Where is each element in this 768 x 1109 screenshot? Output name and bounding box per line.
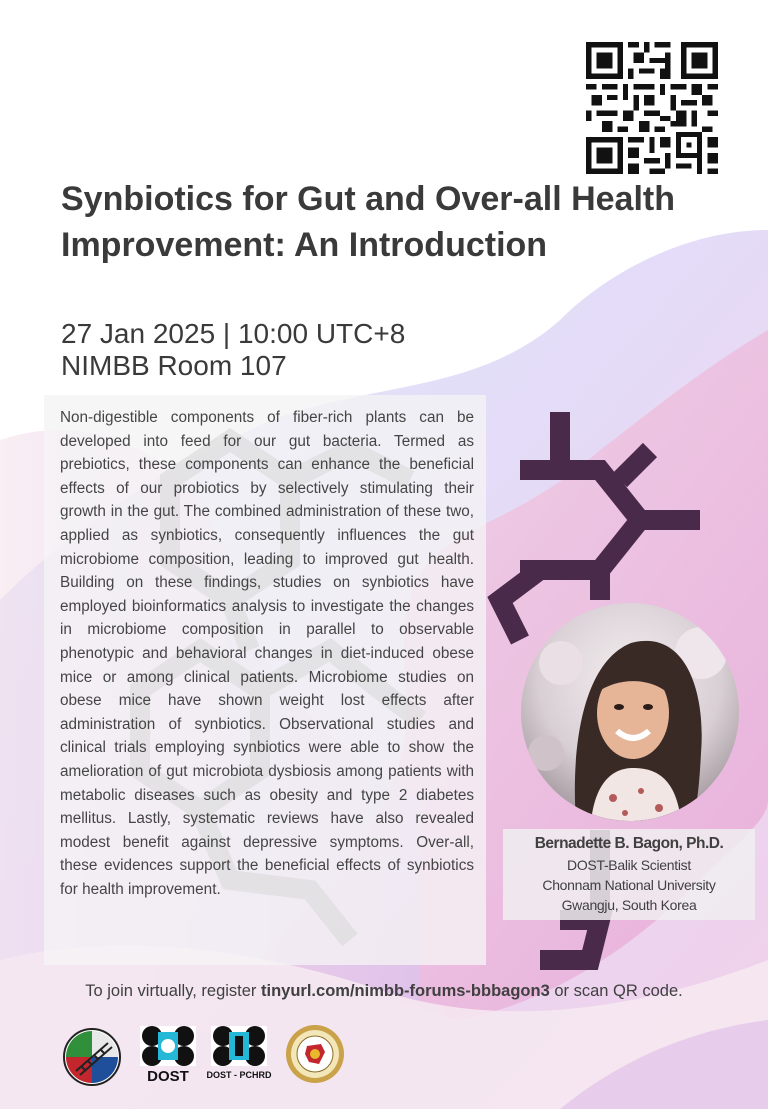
registration-link[interactable]: tinyurl.com/nimbb-forums-bbbagon3	[261, 982, 550, 1000]
speaker-card	[503, 829, 755, 920]
event-venue: NIMBB Room 107	[61, 350, 287, 381]
dost-pchrd-logo-label: DOST - PCHRD	[206, 1070, 272, 1080]
abstract-text: Non-digestible components of fiber-rich plants can be developed into feed for our gut bacteria. Termed as prebiotics, these components can enhance the beneficial effects of our probiotics by selectively stimulating their growth in the gut. The combined administration of these two, applied as synbiotics, consequently influences the gut microbiome composition, leading to improved gut health. Building on these findings, studies on synbiotics have employed bioinformatics analysis to investigate the changes in microbiome composition in parallel to observable phenotypic and behavioral changes in diet-induced obese mice or among clinical patients. Microbiome studies on obese mice have shown weight lost effects after administration of synbiotics. Observational studies and clinical trials employing synbiotics were able to show the amelioration of gut microbiota dysbiosis among patients with metabolic diseases such as obesity and type 2 diabetes mellitus. Lastly, systematic reviews have also revealed modest benefit against depressive symptoms. Over-all, these evidences support the beneficial effects of synbiotics for health improvement.	[60, 409, 474, 898]
speaker-position: DOST-Balik Scientist	[567, 857, 691, 873]
join-prefix: To join virtually, register	[85, 982, 262, 1000]
speaker-location: Gwangju, South Korea	[561, 897, 697, 913]
nimbb-logo-icon	[62, 1027, 122, 1087]
abstract-panel	[44, 395, 486, 965]
join-suffix: or scan QR code.	[549, 982, 683, 1000]
speaker-photo	[521, 603, 739, 821]
dost-pchrd-logo-icon	[211, 1026, 267, 1066]
event-title: Synbiotics for Gut and Over-all Health Improvement: An Introduction	[61, 180, 675, 264]
speaker-affiliation: Chonnam National University	[542, 877, 716, 893]
qr-code-icon[interactable]	[586, 42, 718, 174]
dost-logo-label: DOST	[147, 1068, 189, 1085]
dost-logo-icon	[140, 1026, 196, 1066]
join-instructions	[0, 982, 768, 1001]
event-datetime: 27 Jan 2025 | 10:00 UTC+8	[61, 318, 406, 349]
balik-scientist-seal-icon	[285, 1024, 345, 1084]
speaker-name: Bernadette B. Bagon, Ph.D.	[534, 835, 724, 852]
